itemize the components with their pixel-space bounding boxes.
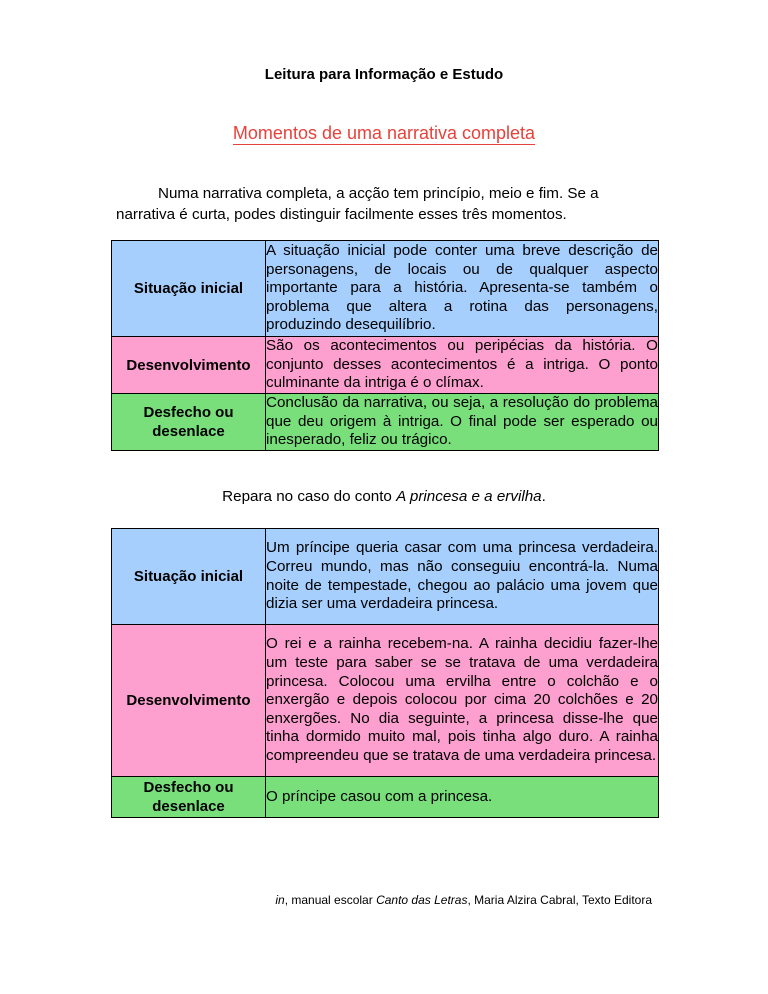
table-row-desfecho — [112, 777, 659, 818]
row-label-situacao-inicial: Situação inicial — [112, 241, 266, 337]
row-label-situacao-inicial: Situação inicial — [112, 529, 266, 625]
source-in: in — [275, 893, 285, 907]
section-subtitle — [0, 123, 768, 144]
table-row-desfecho — [112, 394, 659, 451]
moments-definition-table — [111, 240, 659, 451]
table-row-situacao-inicial — [112, 241, 659, 337]
story-example-table — [111, 528, 659, 818]
story-intro-line — [0, 488, 768, 505]
source-book-title: Canto das Letras — [376, 893, 468, 907]
row-text-desenvolvimento: O rei e a rainha recebem-na. A rainha decidiu fazer-lhe um teste para saber se se tratava de uma verdadeira princesa. Colocou uma ervilha entre o colchão e o enxergão e depois colocou por cima 20 colchões e 20 enxergões. No dia seguinte, a princesa disse-lhe que tinha dormido muito mal, pois tinha algo duro. A rainha compreendeu que se tratava de uma verdadeira princesa. — [266, 625, 659, 777]
story-title: A princesa e a ervilha — [396, 488, 542, 505]
subtitle-text: Momentos de uma narrativa completa — [232, 123, 536, 143]
row-text-situacao-inicial: Um príncipe queria casar com uma princesa verdadeira. Correu mundo, mas não conseguiu encontrá-la. Numa noite de tempestade, chegou ao palácio uma jovem que dizia ser uma verdadeira princesa. — [266, 529, 659, 625]
row-label-desenvolvimento: Desenvolvimento — [112, 337, 266, 394]
source-citation — [275, 893, 652, 907]
row-label-desfecho: Desfecho ou desenlace — [112, 394, 266, 451]
row-text-desfecho: O príncipe casou com a princesa. — [266, 777, 659, 818]
story-intro-prefix: Repara no caso do conto — [222, 488, 397, 505]
intro-text: Numa narrativa completa, a acção tem princípio, meio e fim. Se a narrativa é curta, podes distinguir facilmente esses três momentos. — [116, 185, 599, 223]
row-text-situacao-inicial: A situação inicial pode conter uma breve descrição de personagens, de locais ou de qualquer aspecto importante para a história. Apresenta-se também o problema que altera a rotina das personagens, produzindo desequilíbrio. — [266, 241, 659, 337]
row-label-desfecho: Desfecho ou desenlace — [112, 777, 266, 818]
table-row-desenvolvimento — [112, 625, 659, 777]
row-label-desenvolvimento: Desenvolvimento — [112, 625, 266, 777]
table-row-desenvolvimento — [112, 337, 659, 394]
row-text-desenvolvimento: São os acontecimentos ou peripécias da história. O conjunto desses acontecimentos é a intriga. O ponto culminante da intriga é o clímax. — [266, 337, 659, 394]
source-text-1: , manual escolar — [284, 893, 377, 907]
document-title: Leitura para Informação e Estudo — [264, 66, 504, 83]
story-intro-suffix: . — [541, 488, 546, 505]
row-text-desfecho: Conclusão da narrativa, ou seja, a resolução do problema que deu origem à intriga. O final pode ser esperado ou inesperado, feliz ou trágico. — [266, 394, 659, 451]
intro-indent — [116, 185, 158, 202]
table-row-situacao-inicial — [112, 529, 659, 625]
source-text-2: , Maria Alzira Cabral, Texto Editora — [467, 893, 652, 907]
intro-paragraph — [116, 183, 652, 225]
